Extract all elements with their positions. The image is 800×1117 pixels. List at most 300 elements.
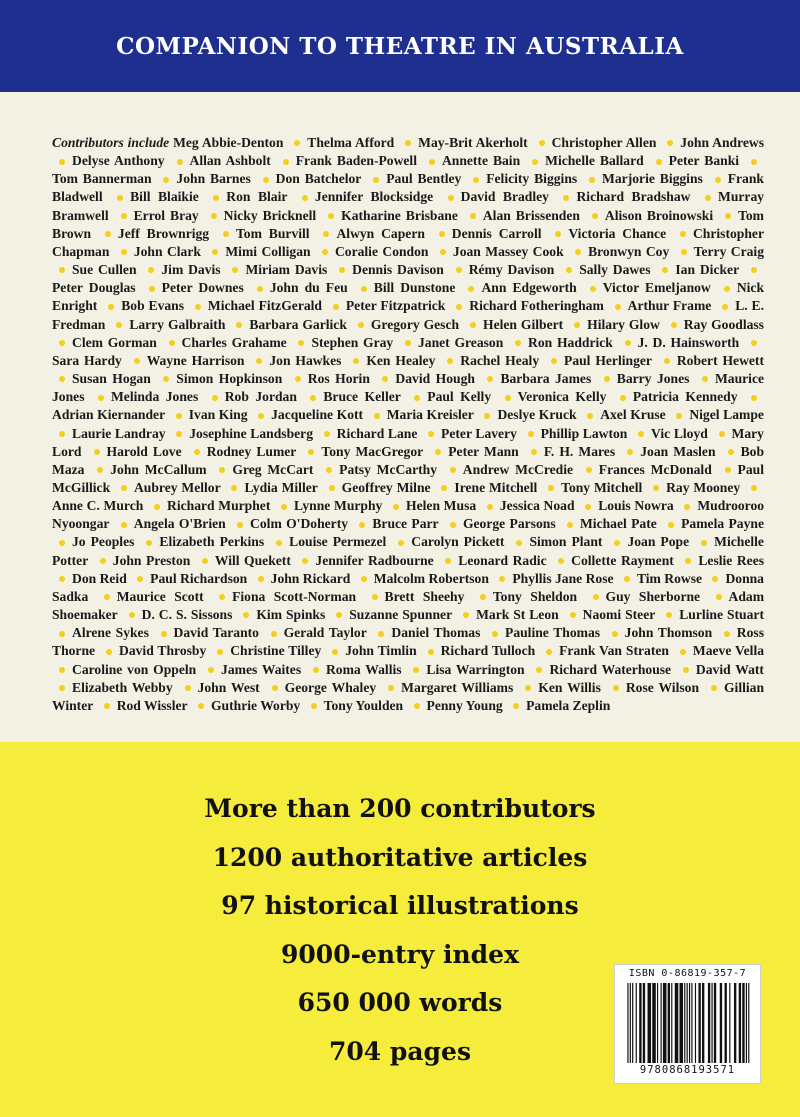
contributor-name: Suzanne Spunner: [349, 607, 453, 623]
bullet-separator: [213, 195, 219, 201]
contributor-name: Pamela Payne: [681, 516, 764, 532]
bullet-separator: [106, 649, 112, 655]
contributor-name: Christopher Chapman: [52, 225, 764, 259]
contributor-name: Victoria Chance: [568, 225, 667, 241]
contributor-name: Rémy Davison: [468, 262, 555, 278]
bullet-separator: [499, 576, 505, 582]
barcode-bar: [679, 983, 683, 1063]
bullet-separator: [231, 485, 237, 491]
contributor-name: Peter Fitzpatrick: [345, 298, 446, 314]
contributor-name: Nigel Lampe: [689, 407, 764, 423]
bullet-separator: [361, 576, 367, 582]
bullet-separator: [59, 431, 65, 437]
contributor-name: David Watt: [695, 661, 764, 677]
contributor-name: Stephen Gray: [311, 334, 394, 350]
bullet-separator: [116, 322, 122, 328]
bullet-separator: [212, 395, 218, 401]
contributor-name: Veronica Kelly: [517, 389, 607, 405]
bullet-separator: [439, 231, 445, 237]
contributor-name: Alan Brissenden: [482, 207, 580, 223]
contributor-name: D. C. S. Sissons: [141, 607, 233, 623]
contributor-name: Larry Galbraith: [129, 316, 226, 332]
contributor-name: Malcolm Robertson: [373, 570, 489, 586]
bullet-separator: [98, 395, 104, 401]
contributor-name: Elizabeth Perkins: [159, 534, 265, 550]
contributor-name: David Taranto: [173, 625, 259, 641]
contributor-name: Patsy McCarthy: [339, 461, 438, 477]
bullet-separator: [539, 140, 545, 146]
contributor-name: Arthur Frame: [627, 298, 712, 314]
bullet-separator: [211, 213, 217, 219]
contributor-name: Ron Haddrick: [528, 334, 613, 350]
contributor-name: Michael Pate: [579, 516, 657, 532]
bullet-separator: [310, 395, 316, 401]
barcode-bar: [742, 983, 744, 1063]
bullet-separator: [450, 522, 456, 528]
bullet-separator: [237, 522, 243, 528]
contributor-name: John Thomson: [624, 625, 713, 641]
bullet-separator: [702, 376, 708, 382]
bullet-separator: [302, 558, 308, 564]
bullet-separator: [681, 249, 687, 255]
barcode-bar: [708, 983, 710, 1063]
contributor-name: Jon Hawkes: [269, 352, 342, 368]
bullet-separator: [450, 467, 456, 473]
contributor-name: Richard Lane: [336, 425, 418, 441]
bullet-separator: [525, 685, 531, 691]
bullet-separator: [298, 340, 304, 346]
bullet-separator: [358, 322, 364, 328]
bullet-separator: [326, 467, 332, 473]
bullet-separator: [324, 431, 330, 437]
bullet-separator: [662, 267, 668, 273]
contributor-name: Ray Mooney: [666, 479, 741, 495]
contributor-name: John Clark: [133, 243, 201, 259]
contributor-name: Jacqueline Kott: [271, 407, 364, 423]
contributor-name: Tom Brown: [52, 207, 765, 241]
contributor-name: Elizabeth Webby: [72, 679, 173, 695]
contributor-name: Patricia Kennedy: [632, 389, 738, 405]
contributor-name: Harold Love: [106, 443, 182, 459]
contributor-name: Peter Banki: [668, 153, 740, 169]
bullet-separator: [105, 231, 111, 237]
bullet-separator: [671, 322, 677, 328]
bullet-separator: [716, 594, 722, 600]
contributor-name: Jennifer Radbourne: [315, 552, 434, 568]
bullet-separator: [513, 703, 519, 709]
contributor-name: Ian Dicker: [675, 262, 740, 278]
bullet-separator: [276, 540, 282, 546]
contributor-name: Fiona Scott-Norman: [232, 588, 357, 604]
bullet-separator: [680, 231, 686, 237]
contributor-name: Marjorie Biggins: [602, 171, 703, 187]
bullet-separator: [398, 540, 404, 546]
contributor-name: Annette Bain: [441, 153, 521, 169]
bullet-separator: [382, 376, 388, 382]
bullet-separator: [258, 413, 264, 419]
bullet-separator: [638, 431, 644, 437]
bullet-separator: [724, 286, 730, 292]
bullet-separator: [587, 413, 593, 419]
bullet-separator: [456, 267, 462, 273]
contributor-name: Pauline Thomas: [505, 625, 601, 641]
contributor-name: Paul Kelly: [427, 389, 492, 405]
bullet-separator: [593, 594, 599, 600]
bullet-separator: [59, 667, 65, 673]
barcode-bar: [643, 983, 645, 1063]
contributor-name: Michelle Ballard: [545, 153, 644, 169]
contributor-name: Murray Bramwell: [52, 189, 765, 223]
bullet-separator: [516, 540, 522, 546]
contributor-name: Richard Fotheringham: [469, 298, 604, 314]
bullet-separator: [333, 304, 339, 310]
bullet-separator: [263, 177, 269, 183]
contributor-name: Jessica Noad: [499, 498, 575, 514]
barcode-bar: [691, 983, 692, 1063]
contributor-name: L. E. Fredman: [52, 298, 764, 332]
contributor-name: Mudrooroo Nyoongar: [52, 498, 765, 532]
bullet-separator: [243, 612, 249, 618]
bullet-separator: [685, 558, 691, 564]
bullet-separator: [232, 267, 238, 273]
bullet-separator: [328, 213, 334, 219]
bullet-separator: [59, 340, 65, 346]
contributor-name: John Rickard: [270, 570, 351, 586]
contributor-name: Adrian Kiernander: [52, 407, 166, 423]
bullet-separator: [441, 485, 447, 491]
bullet-separator: [532, 159, 538, 165]
bullet-separator: [272, 685, 278, 691]
contributor-name: Bronwyn Coy: [588, 243, 670, 259]
bullet-separator: [548, 485, 554, 491]
contributor-name: Rose Wilson: [625, 679, 700, 695]
bullet-separator: [468, 286, 474, 292]
contributor-name: Tony Sheldon: [492, 588, 578, 604]
contributor-name: David Bradley: [460, 189, 549, 205]
contributor-name: Rod Wissler: [116, 697, 188, 713]
bullet-separator: [59, 685, 65, 691]
bullet-separator: [712, 576, 718, 582]
bullet-separator: [405, 340, 411, 346]
contributor-name: Felicity Biggins: [486, 171, 578, 187]
feature-item: 1200 authoritative articles: [212, 842, 588, 872]
barcode-bar: [630, 983, 631, 1063]
bullet-separator: [463, 612, 469, 618]
barcode-bar: [648, 983, 652, 1063]
contributor-name: Alwyn Capern: [336, 225, 425, 241]
contributor-name: Rob Jordan: [224, 389, 297, 405]
bullet-separator: [447, 358, 453, 364]
bullet-separator: [589, 177, 595, 183]
bullet-separator: [666, 612, 672, 618]
bullet-separator: [177, 159, 183, 165]
contributor-name: John McCallum: [110, 461, 207, 477]
contributor-name: Frances McDonald: [598, 461, 712, 477]
bullet-separator: [531, 449, 537, 455]
bullet-separator: [121, 485, 127, 491]
bullet-separator: [555, 231, 561, 237]
bullet-separator: [440, 249, 446, 255]
contributor-name: Simon Plant: [529, 534, 603, 550]
bullet-separator: [163, 177, 169, 183]
contributor-name: Gerald Taylor: [283, 625, 367, 641]
contributor-name: Christine Tilley: [230, 643, 322, 659]
bullet-separator: [59, 267, 65, 273]
contributor-name: John Timlin: [345, 643, 417, 659]
bullet-separator: [664, 358, 670, 364]
contributor-name: Caroline von Oppeln: [72, 661, 197, 677]
contributor-name: Richard Tulloch: [440, 643, 536, 659]
bullet-separator: [711, 685, 717, 691]
contributor-name: Leslie Rees: [698, 552, 765, 568]
bullet-separator: [484, 413, 490, 419]
barcode-bar: [668, 983, 670, 1063]
bullet-separator: [378, 631, 384, 637]
bullet-separator: [487, 504, 493, 510]
barcode-bar: [734, 983, 736, 1063]
barcode-bar: [746, 983, 747, 1063]
contributor-name: Paul Richardson: [150, 570, 248, 586]
bullet-separator: [258, 576, 264, 582]
contributor-name: Peter Downes: [161, 280, 244, 296]
bullet-separator: [546, 649, 552, 655]
barcode-bar: [671, 983, 672, 1063]
bullet-separator: [148, 267, 154, 273]
bullet-separator: [414, 395, 420, 401]
bullet-separator: [257, 286, 263, 292]
bullet-separator: [612, 631, 618, 637]
contributor-name: John West: [197, 679, 260, 695]
feature-item: 97 historical illustrations: [221, 891, 579, 920]
contributor-name: Hilary Glow: [587, 316, 660, 332]
contributor-name: Vic Lloyd: [651, 425, 708, 441]
contributor-name: Daniel Thomas: [391, 625, 481, 641]
bullet-separator: [574, 322, 580, 328]
barcode-bar: [695, 983, 696, 1063]
contributor-name: Mark St Leon: [476, 607, 559, 623]
bullet-separator: [59, 576, 65, 582]
bullet-separator: [256, 358, 262, 364]
bullet-separator: [223, 231, 229, 237]
barcode-bar: [684, 983, 685, 1063]
contributor-name: Jennifer Blocksidge: [314, 189, 434, 205]
bullet-separator: [217, 649, 223, 655]
bullet-separator: [208, 667, 214, 673]
contributor-name: Phyllis Jane Rose: [512, 570, 614, 586]
contributor-name: Don Reid: [72, 570, 127, 586]
bullet-separator: [676, 413, 682, 419]
bullet-separator: [413, 667, 419, 673]
bullet-separator: [361, 286, 367, 292]
bullet-separator: [219, 467, 225, 473]
contributor-name: Brett Sheehy: [384, 588, 465, 604]
contributor-name: Joan Pope: [627, 534, 690, 550]
bullet-separator: [725, 467, 731, 473]
contributor-name: Maurice Scott: [116, 588, 204, 604]
bullet-separator: [751, 395, 757, 401]
contributor-name: Peter Douglas: [52, 280, 136, 296]
contributor-name: Gillian Winter: [52, 679, 765, 713]
bullet-separator: [94, 449, 100, 455]
bullet-separator: [121, 213, 127, 219]
bullet-separator: [570, 612, 576, 618]
bullet-separator: [313, 667, 319, 673]
bullet-separator: [163, 376, 169, 382]
bullet-separator: [198, 703, 204, 709]
contributor-name: Mimi Colligan: [225, 243, 311, 259]
contributor-name: Michael FitzGerald: [207, 298, 322, 314]
bullet-separator: [336, 612, 342, 618]
bullet-separator: [104, 594, 110, 600]
contributors-intro: Contributors include: [52, 135, 170, 150]
contributor-name: Lisa Warrington: [426, 661, 525, 677]
bullet-separator: [353, 358, 359, 364]
contributor-name: Irene Mitchell: [454, 479, 538, 495]
contributor-name: Angela O'Brien: [133, 516, 226, 532]
contributor-name: Ken Willis: [538, 679, 601, 695]
bullet-separator: [100, 558, 106, 564]
contributor-name: Margaret Williams: [401, 679, 514, 695]
bullet-separator: [435, 449, 441, 455]
bullet-separator: [566, 267, 572, 273]
book-title: COMPANION TO THEATRE IN AUSTRALIA: [116, 32, 684, 60]
barcode-bar: [748, 983, 749, 1063]
barcode-bar: [663, 983, 667, 1063]
contributor-name: Miriam Davis: [245, 262, 328, 278]
contributor-name: David Throsby: [119, 643, 207, 659]
contributor-name: Penny Young: [426, 697, 503, 713]
contributor-name: Guthrie Worby: [210, 697, 301, 713]
feature-item: 9000-entry index: [281, 939, 519, 969]
contributor-name: Axel Kruse: [600, 407, 666, 423]
contributor-name: Anne C. Murch: [52, 498, 144, 514]
bullet-separator: [558, 558, 564, 564]
bullet-separator: [322, 249, 328, 255]
bullet-separator: [339, 267, 345, 273]
contributor-name: Jim Davis: [161, 262, 221, 278]
bullet-separator: [725, 213, 731, 219]
contributor-name: Frank Bladwell: [52, 171, 764, 205]
contributor-name: Donna Sadka: [52, 570, 764, 604]
feature-item: 650 000 words: [297, 988, 503, 1017]
bullet-separator: [505, 395, 511, 401]
bullet-separator: [121, 522, 127, 528]
contributor-name: Barbara James: [500, 371, 592, 387]
bullet-separator: [329, 485, 335, 491]
bullet-separator: [374, 413, 380, 419]
bullet-separator: [492, 631, 498, 637]
contributor-name: Bill Blaikie: [130, 189, 199, 205]
contributor-name: Carolyn Pickett: [411, 534, 505, 550]
contributor-name: David Hough: [395, 371, 475, 387]
contributor-name: Jo Peoples: [72, 534, 135, 550]
bullet-separator: [551, 358, 557, 364]
bullet-separator: [751, 267, 757, 273]
contributor-name: Katharine Brisbane: [341, 207, 458, 223]
contributor-name: Dennis Carroll: [451, 225, 542, 241]
contributor-name: Will Quekett: [214, 552, 291, 568]
contributor-name: Terry Craig: [693, 243, 765, 259]
bullet-separator: [302, 195, 308, 201]
contributor-name: Tony Mitchell: [561, 479, 643, 495]
bullet-separator: [219, 594, 225, 600]
bullet-separator: [592, 213, 598, 219]
bullet-separator: [194, 449, 200, 455]
bullet-separator: [295, 376, 301, 382]
contributor-name: Ken Healey: [366, 352, 436, 368]
contributor-name: Ivan King: [188, 407, 248, 423]
contributor-name: Geoffrey Milne: [341, 479, 431, 495]
bullet-separator: [683, 667, 689, 673]
bullet-separator: [536, 667, 542, 673]
bullet-separator: [480, 594, 486, 600]
contributor-name: Robert Hewett: [676, 352, 764, 368]
barcode-bar: [687, 983, 688, 1063]
bullet-separator: [515, 340, 521, 346]
bullet-separator: [528, 431, 534, 437]
contributor-name: Delyse Anthony: [72, 153, 165, 169]
contributor-name: Guy Sherborne: [605, 588, 701, 604]
contributor-name: George Parsons: [462, 516, 556, 532]
barcode-label: [614, 964, 761, 1084]
contributor-name: Adam Shoemaker: [52, 588, 765, 623]
contributor-name: Phillip Lawton: [540, 425, 628, 441]
bullet-separator: [281, 504, 287, 510]
contributor-name: Leonard Radic: [458, 552, 547, 568]
bullet-separator: [161, 631, 167, 637]
barcode-bar: [675, 983, 679, 1063]
contributor-name: J. D. Hainsworth: [637, 334, 740, 350]
contributor-name: Maria Kreisler: [386, 407, 474, 423]
bullet-separator: [604, 376, 610, 382]
bullet-separator: [470, 213, 476, 219]
bullet-separator: [59, 631, 65, 637]
contributor-name: Aubrey Mellor: [133, 479, 221, 495]
contributor-name: Sue Cullen: [72, 262, 137, 278]
contributor-name: John Andrews: [680, 135, 764, 150]
contributor-name: Helen Musa: [406, 498, 477, 514]
bullet-separator: [405, 140, 411, 146]
contributor-name: Michelle Potter: [52, 534, 764, 568]
barcode-bar: [711, 983, 712, 1063]
contributor-name: Don Batchelor: [275, 171, 362, 187]
contributor-name: Mary Lord: [52, 425, 764, 459]
barcode-bar: [657, 983, 658, 1063]
bullet-separator: [428, 431, 434, 437]
bullet-separator: [372, 594, 378, 600]
contributor-name: Paul Bentley: [386, 171, 462, 187]
contributor-name: Barry Jones: [616, 371, 690, 387]
barcode-bar: [639, 983, 641, 1063]
bullet-separator: [680, 649, 686, 655]
bullet-separator: [586, 467, 592, 473]
bullet-separator: [445, 558, 451, 564]
contributor-name: Thelma Afford: [307, 135, 395, 150]
contributor-name: Coralie Condon: [334, 243, 429, 259]
barcode-bar: [702, 983, 704, 1063]
contributor-name: Lynne Murphy: [294, 498, 383, 514]
bullet-separator: [129, 612, 135, 618]
contributor-name: Jeff Brownrigg: [117, 225, 210, 241]
contributor-name: Clem Gorman: [72, 334, 157, 350]
contributor-name: Richard Murphet: [167, 498, 271, 514]
bullet-separator: [97, 467, 103, 473]
contributor-name: George Whaley: [284, 679, 377, 695]
contributor-name: Kim Spinks: [256, 607, 326, 623]
bullet-separator: [667, 140, 673, 146]
bullet-separator: [620, 395, 626, 401]
contributor-name: Helen Gilbert: [483, 316, 564, 332]
